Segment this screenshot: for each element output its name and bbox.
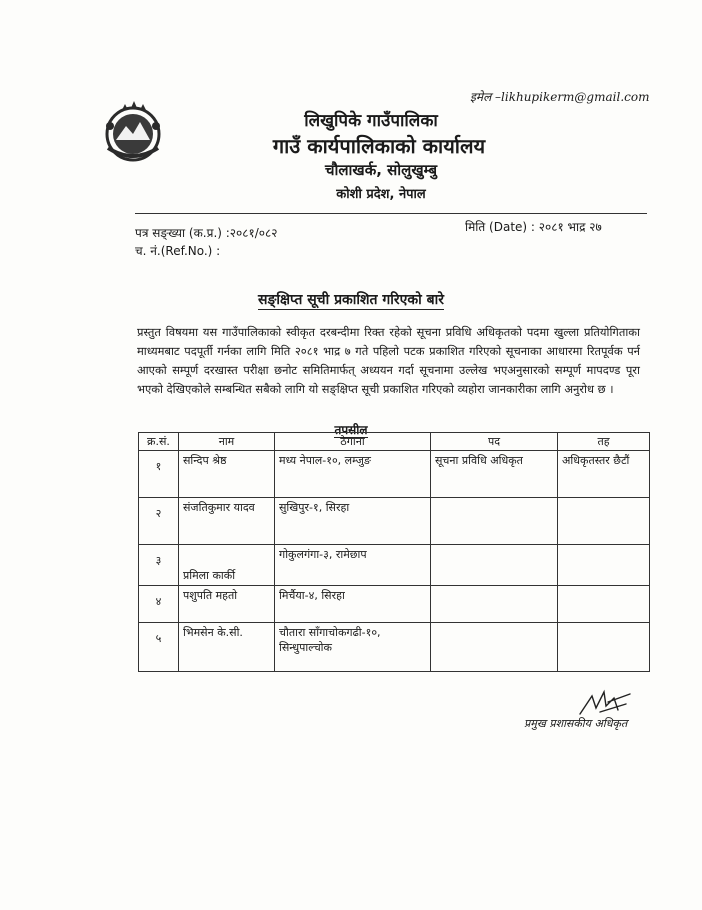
cell-address: मिर्चैया-४, सिरहा (275, 586, 431, 623)
subject-text: सङ्क्षिप्त सूची प्रकाशित गरिएको बारे (258, 292, 444, 308)
dispatch-number: च. नं.(Ref.No.) : (135, 244, 221, 258)
letter-date: मिति (Date) : २०८१ भाद्र २७ (465, 220, 602, 234)
office-name: गाउँ कार्यपालिकाको कार्यालय (272, 134, 486, 158)
table-row (139, 498, 650, 545)
header-divider (135, 213, 647, 214)
cell-address: सुखिपुर-१, सिरहा (275, 498, 431, 545)
email-line: इमेल –likhupikerm@gmail.com (470, 90, 650, 104)
header-address: ठेगाना (275, 433, 431, 451)
office-location: चौलाखर्क, सोलुखुम्बु (324, 161, 438, 179)
table-row (139, 586, 650, 623)
cell-post (431, 586, 558, 623)
table-row (139, 451, 650, 498)
candidate-table (138, 432, 650, 672)
province-line: कोशी प्रदेश, नेपाल (336, 187, 426, 202)
table-header-row (139, 433, 650, 451)
header-post: पद (431, 433, 558, 451)
cell-level (558, 498, 650, 545)
cell-sn: ३ (139, 545, 179, 586)
cell-name: भिमसेन के.सी. (179, 623, 275, 672)
cell-level (558, 623, 650, 672)
cell-post (431, 498, 558, 545)
header-name: नाम (179, 433, 275, 451)
cell-sn: २ (139, 498, 179, 545)
table-row (139, 545, 650, 586)
cell-address: चौतारा साँगाचोकगढी-१०, सिन्धुपाल्चोक (275, 623, 431, 672)
subject-line (0, 290, 702, 309)
signature-icon (578, 688, 638, 718)
cell-post (431, 545, 558, 586)
header-sn: क्र.सं. (139, 433, 179, 451)
cell-address: मध्य नेपाल-१०, लम्जुङ (275, 451, 431, 498)
cell-address: गोकुलगंगा-३, रामेछाप (275, 545, 431, 586)
signatory-designation: प्रमुख प्रशासकीय अधिकृत (524, 717, 628, 730)
cell-sn: ४ (139, 586, 179, 623)
cell-name: संजतिकुमार यादव (179, 498, 275, 545)
header-level: तह (558, 433, 650, 451)
letter-number: पत्र सङ्ख्या (क.प्र.) :२०८१/०८२ (135, 226, 278, 240)
cell-post: सूचना प्रविधि अधिकृत (431, 451, 558, 498)
table-row (139, 623, 650, 672)
cell-level: अधिकृतस्तर छैटौं (558, 451, 650, 498)
cell-sn: ५ (139, 623, 179, 672)
cell-post (431, 623, 558, 672)
cell-level (558, 586, 650, 623)
cell-sn: १ (139, 451, 179, 498)
cell-name: प्रमिला कार्की (179, 545, 275, 586)
cell-name: पशुपति महतो (179, 586, 275, 623)
cell-level (558, 545, 650, 586)
body-paragraph: प्रस्तुत विषयमा यस गाउँपालिकाको स्वीकृत दरबन्दीमा रिक्त रहेको सूचना प्रविधि अधिकृतको पदमा खुल्ला प्रतियोगिताका माध्यमबाट पदपूर्ती गर्नका लागि मिति २०८१ भाद्र ७ गते पहिलो पटक प्रकाशित गरिएको सूचनाका आधारमा रितपूर्वक पर्न आएको सम्पूर्ण दरखास्त परीक्षा छनोट समितिमार्फत् अध्ययन गर्दा सूचनामा उल्लेख भएअनुसारको सम्पूर्ण मापदण्ड पूरा भएको देखिएकोले सम्बन्धित सबैको लागि यो सङ्क्षिप्त सूची प्रकाशित गरिएको व्यहोरा जानकारीका लागि अनुरोध छ । (137, 325, 640, 396)
table-title-text: तपसील (334, 423, 368, 437)
municipality-name: लिखुपिके गाउँपालिका (304, 111, 438, 131)
cell-name: सन्दिप श्रेष्ठ (179, 451, 275, 498)
